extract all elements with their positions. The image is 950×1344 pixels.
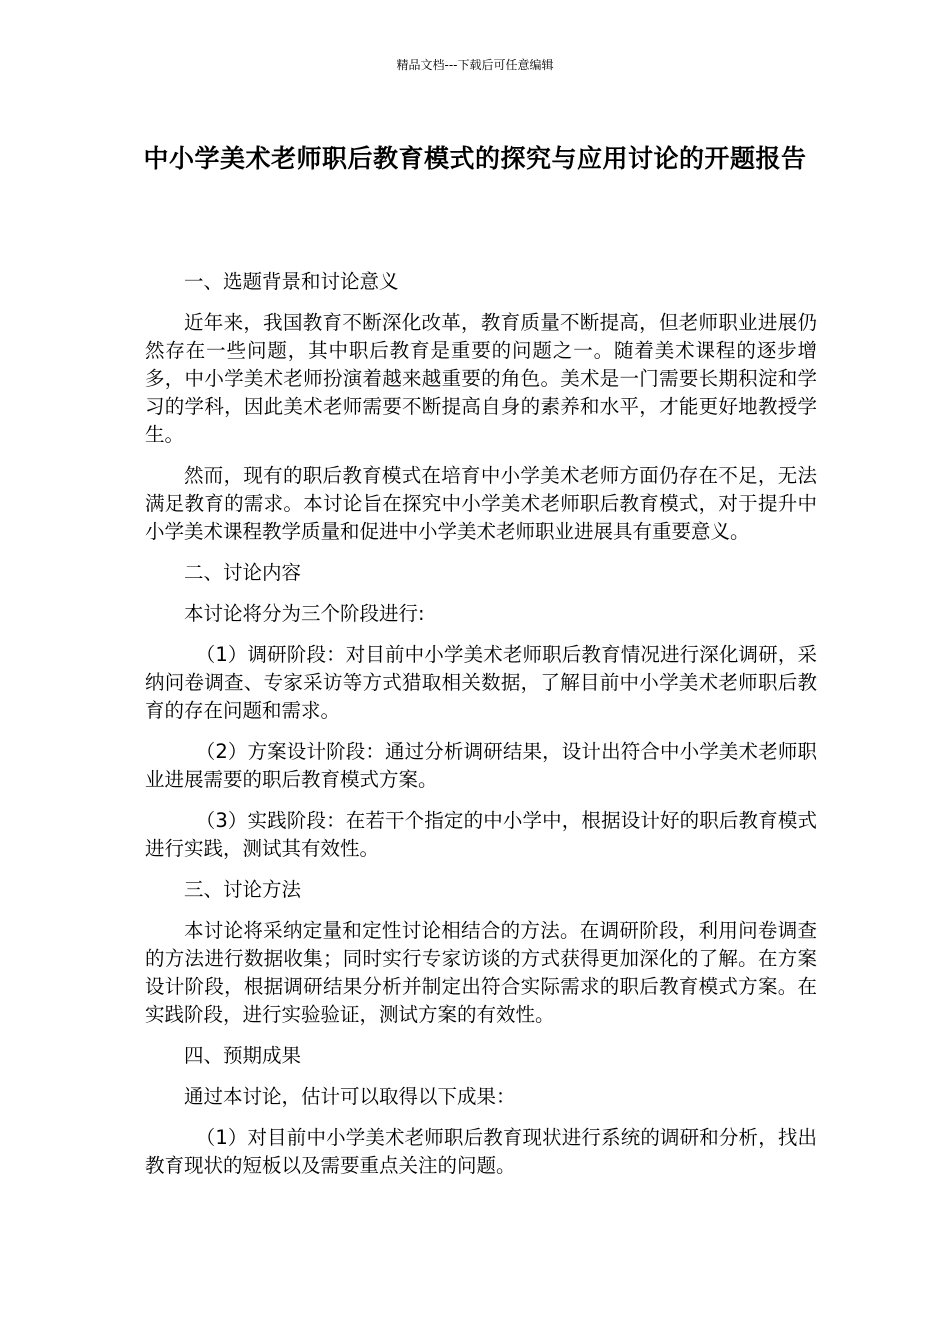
document-title: 中小学美术老师职后教育模式的探究与应用讨论的开题报告 <box>143 144 807 173</box>
page-header: 精品文档---下载后可任意编辑 <box>396 58 554 72</box>
list-item: （1）对目前中小学美术老师职后教育现状进行系统的调研和分析，找出教育现状的短板以及需要重点关注的问题。 <box>145 1126 817 1177</box>
paragraph: 然而，现有的职后教育模式在培育中小学美术老师方面仍存在不足，无法满足教育的需求。本讨论旨在探究中小学美术老师职后教育模式，对于提升中小学美术课程教学质量和促进中小学美术老师职业进展具有重要意义。 <box>145 464 817 543</box>
section-heading: 一、选题背景和讨论意义 <box>184 270 399 293</box>
paragraph: 本讨论将分为三个阶段进行: <box>184 602 425 625</box>
paragraph: 通过本讨论，估计可以取得以下成果： <box>184 1085 516 1108</box>
paragraph: 近年来，我国教育不断深化改革，教育质量不断提高，但老师职业进展仍然存在一些问题，其中职后教育是重要的问题之一。随着美术课程的逐步增多，中小学美术老师扮演着越来越重要的角色。美术是一门需要长期积淀和学习的学科，因此美术老师需要不断提高自身的素养和水平，才能更好地教授学生。 <box>145 311 817 446</box>
paragraph: 本讨论将采纳定量和定性讨论相结合的方法。在调研阶段，利用问卷调查的方法进行数据收集；同时实行专家访谈的方式获得更加深化的了解。在方案设计阶段，根据调研结果分析并制定出符合实际需求的职后教育模式方案。在实践阶段，进行实验验证，测试方案的有效性。 <box>145 919 817 1026</box>
document-body <box>145 268 817 1193</box>
section-heading: 四、预期成果 <box>184 1044 302 1067</box>
list-item: （1）调研阶段：对目前中小学美术老师职后教育情况进行深化调研，采纳问卷调查、专家采访等方式猎取相关数据，了解目前中小学美术老师职后教育的存在问题和需求。 <box>145 643 817 722</box>
list-item: （3）实践阶段：在若干个指定的中小学中，根据设计好的职后教育模式进行实践，测试其有效性。 <box>145 809 817 860</box>
section-heading: 三、讨论方法 <box>184 878 302 901</box>
list-item: （2）方案设计阶段：通过分析调研结果，设计出符合中小学美术老师职业进展需要的职后教育模式方案。 <box>145 740 817 791</box>
section-heading: 二、讨论内容 <box>184 561 302 584</box>
